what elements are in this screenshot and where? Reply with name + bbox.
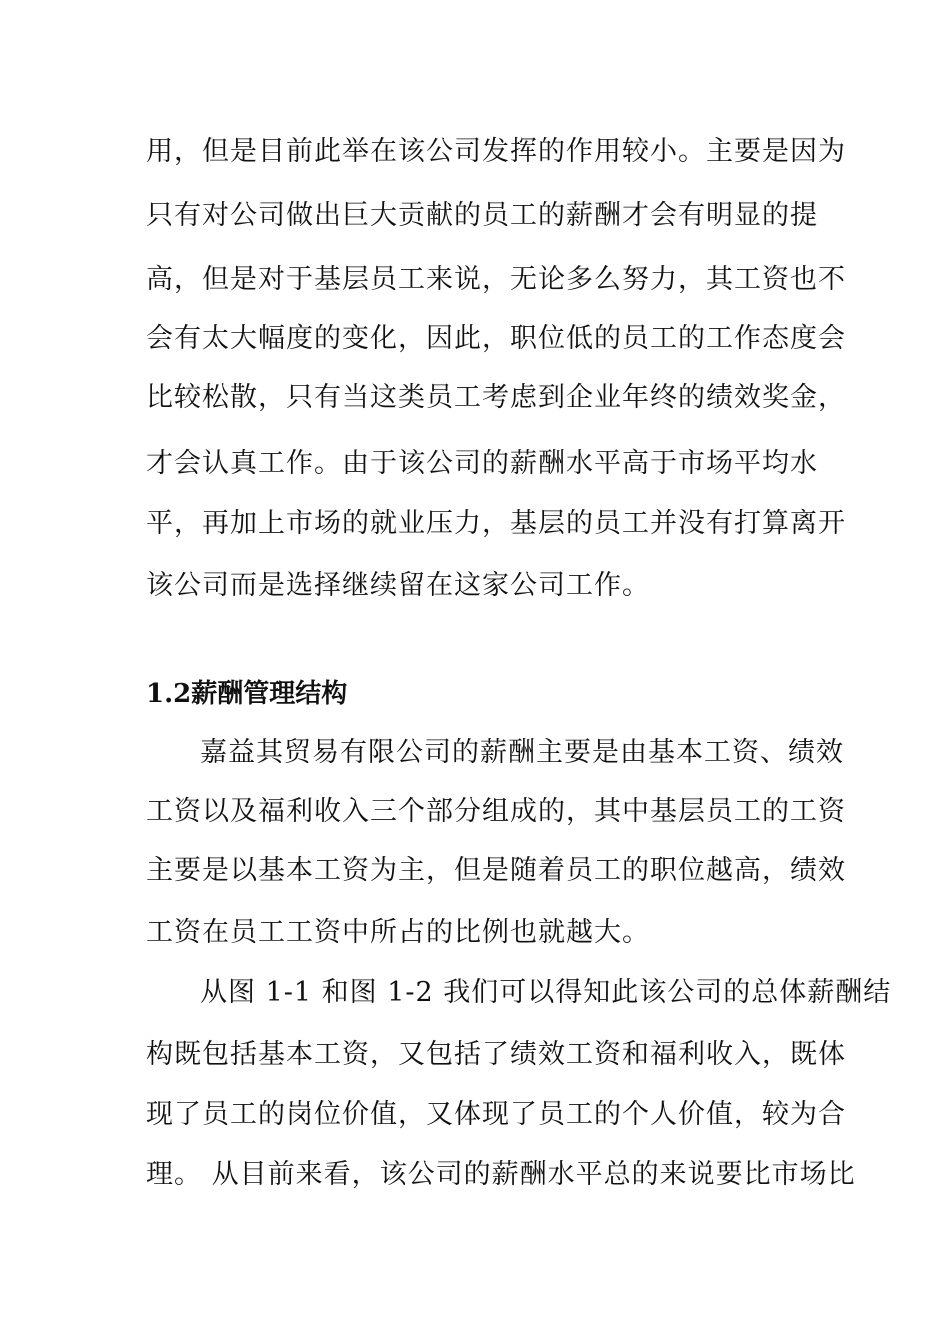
paragraph-line: 该公司而是选择继续留在这家公司工作。	[146, 570, 650, 601]
paragraph-line: 工资以及福利收入三个部分组成的，其中基层员工的工资	[146, 796, 846, 827]
paragraph-line: 现了员工的岗位价值，又体现了员工的个人价值，较为合	[146, 1099, 846, 1130]
paragraph-line: 只有对公司做出巨大贡献的员工的薪酬才会有明显的提	[146, 200, 818, 231]
paragraph-line: 工资在员工工资中所占的比例也就越大。	[146, 917, 650, 948]
paragraph-line: 用，但是目前此举在该公司发挥的作用较小。主要是因为	[146, 136, 846, 167]
paragraph-line: 平，再加上市场的就业压力，基层的员工并没有打算离开	[146, 508, 846, 539]
paragraph-line: 嘉益其贸易有限公司的薪酬主要是由基本工资、绩效	[200, 737, 844, 768]
paragraph-line: 会有太大幅度的变化，因此，职位低的员工的工作态度会	[146, 323, 846, 354]
paragraph-line: 从图 1-1 和图 1-2 我们可以得知此该公司的总体薪酬结	[200, 977, 892, 1008]
paragraph-line: 主要是以基本工资为主，但是随着员工的职位越高，绩效	[146, 855, 846, 886]
paragraph-line: 高，但是对于基层员工来说，无论多么努力，其工资也不	[146, 264, 846, 295]
section-heading: 1.2薪酬管理结构	[146, 679, 348, 709]
paragraph-line: 理。 从目前来看，该公司的薪酬水平总的来说要比市场比	[146, 1159, 856, 1190]
paragraph-line: 构既包括基本工资，又包括了绩效工资和福利收入，既体	[146, 1039, 846, 1070]
paragraph-line: 才会认真工作。由于该公司的薪酬水平高于市场平均水	[146, 448, 818, 479]
paragraph-line: 比较松散，只有当这类员工考虑到企业年终的绩效奖金，	[146, 382, 846, 413]
